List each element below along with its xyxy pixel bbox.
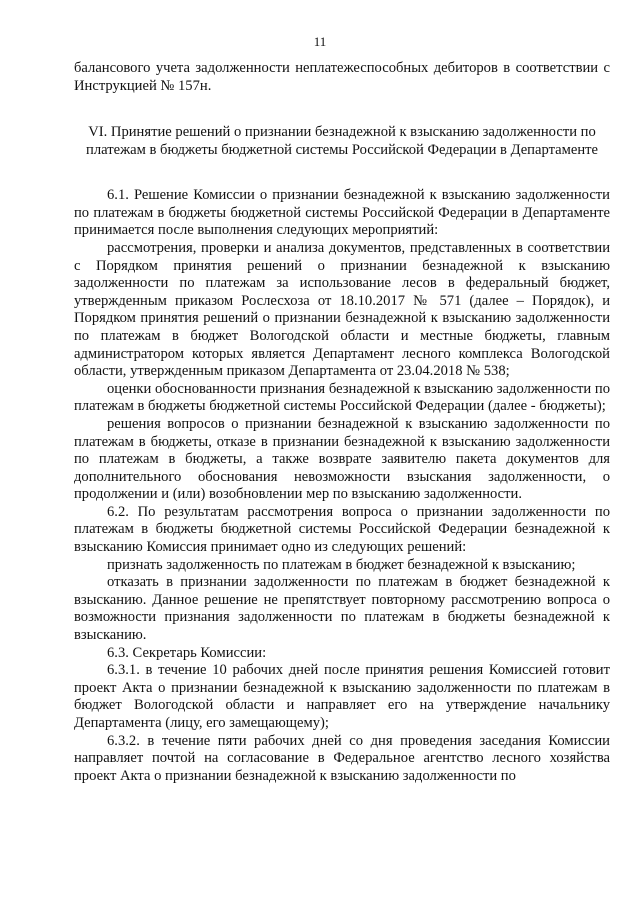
paragraph-refuse: отказать в признании задолженности по платежам в бюджет безнадежной к взысканию. Данное решение не препятствует повторному рассмотрению вопроса о возможности признания задолженности по платежам в бюджеты безнадежной к взысканию. <box>74 574 610 644</box>
document-body <box>74 60 610 785</box>
paragraph-6-1: 6.1. Решение Комиссии о признании безнадежной к взысканию задолженности по платежам в бюджеты бюджетной системы Российской Федерации в Департаменте принимается после выполнения следующих мероприятий: <box>74 187 610 239</box>
paragraph-6-3-2: 6.3.2. в течение пяти рабочих дней со дня проведения заседания Комиссии направляет почтой на согласование в Федеральное агентство лесного хозяйства проект Акта о признании безнадежной к взысканию задолженности по <box>74 732 610 784</box>
paragraph-review-documents: рассмотрения, проверки и анализа документов, представленных в соответствии с Порядком принятия решений о признании безнадежной к взысканию задолженности по платежам за использование лесов в федеральный бюджет, утвержденным приказом Рослесхоза от 18.10.2017 № 571 (далее – Порядок), и Порядком принятия решений о признании безнадежной к взысканию задолженности по платежам в бюджет Вологодской области и местные бюджеты, главным администратором которых является Департамент лесного комплекса Вологодской области, утвержденным приказом Департамента от 23.04.2018 № 538; <box>74 239 610 380</box>
paragraph-6-3: 6.3. Секретарь Комиссии: <box>107 644 267 661</box>
paragraph-recognize: признать задолженность по платежам в бюджет безнадежной к взысканию; <box>107 556 576 573</box>
paragraph-6-3-1: 6.3.1. в течение 10 рабочих дней после принятия решения Комиссией готовит проект Акта о признании безнадежной к взысканию задолженности по платежам в бюджет Вологодской области и направляет его на утверждение начальнику Департамента (лицу, его замещающему); <box>74 662 610 731</box>
paragraph-decisions: решения вопросов о признании безнадежной к взысканию задолженности по платежам в бюджеты, отказе в признании безнадежной к взысканию задолженности по платежам в бюджеты, а также возврате заявителю пакета документов для дополнительного обоснования невозможности взыскания задолженности, о продолжении и (или) возобновлении мер по взысканию задолженности. <box>74 415 610 503</box>
section-title: VI. Принятие решений о признании безнадежной к взысканию задолженности по платежам в бюджеты бюджетной системы Российской Федерации в Департаменте <box>86 124 598 159</box>
page-number: 11 <box>313 34 327 49</box>
paragraph-assessment: оценки обоснованности признания безнадежной к взысканию задолженности по платежам в бюджеты бюджетной системы Российской Федерации (далее - бюджеты); <box>74 380 610 415</box>
intro-paragraph: балансового учета задолженности неплатежеспособных дебиторов в соответствии с Инструкцией № 157н. <box>74 60 610 94</box>
paragraph-6-2: 6.2. По результатам рассмотрения вопроса о признании задолженности по платежам в бюджеты бюджетной системы Российской Федерации безнадежной к взысканию Комиссия принимает одно из следующих решений: <box>74 503 610 556</box>
